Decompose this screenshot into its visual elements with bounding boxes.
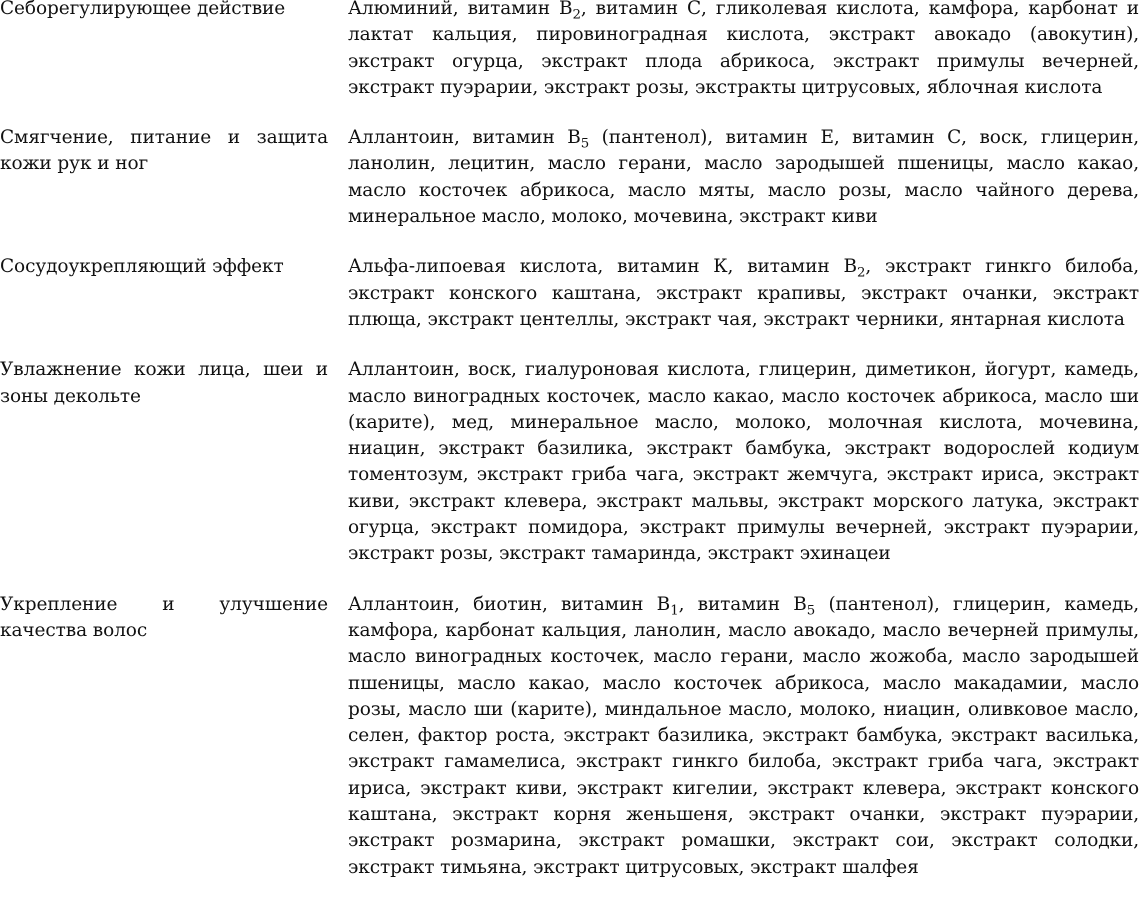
effect-cell: Себорегулирующее действие bbox=[0, 0, 286, 19]
table-row bbox=[0, 125, 1139, 230]
effect-cell: Сосудоукрепляющий эффект bbox=[0, 256, 284, 278]
ingredients-cell: Аллантоин, биотин, витамин $В_1$, витамин $В_5$ (пантенол), глицерин, камедь, камфора, карбонат кальция, ланолин, масло авокадо, масло вечерней примулы, масло виноградных косточек, масло герани, масло жожоба, масло зародышей пшеницы, масло какао, масло косточек абрикоса, масло макадамии, масло розы, масло ши (карите), миндальное масло, молоко, ниацин, оливковое масло, селен, фактор роста, экстракт базилика, экстракт бамбука, экстракт василька, экстракт гамамелиса, экстракт гинкго билоба, экстракт гриба чага, экстракт ириса, экстракт киви, экстракт кигелии, экстракт клевера, экстракт конского каштана, экстракт корня женьшеня, экстракт очанки, экстракт пуэрарии, экстракт розмарина, экстракт ромашки, экстракт сои, экстракт солодки, экстракт тимьяна, экстракт цитрусовых, экстракт шалфея bbox=[348, 593, 1139, 878]
table-row bbox=[0, 592, 1139, 881]
ingredients-cell: Аллантоин, витамин $В_5$ (пантенол), витамин Е, витамин С, воск, глицерин, ланолин, лецитин, масло герани, масло зародышей пшеницы, масло какао, масло косточек абрикоса, масло мяты, масло розы, масло чайного дерева, минеральное масло, молоко, мочевина, экстракт киви bbox=[348, 127, 1139, 228]
ingredients-cell: Альфа-липоевая кислота, витамин К, витамин $В_2$, экстракт гинкго билоба, экстракт конского каштана, экстракт крапивы, экстракт очанки, экстракт плюща, экстракт центеллы, экстракт чая, экстракт черники, янтарная кислота bbox=[348, 256, 1139, 330]
effect-cell: Укрепление и улучшение качества волос bbox=[0, 593, 328, 641]
table-row bbox=[0, 0, 1139, 101]
table-row bbox=[0, 254, 1139, 333]
effect-cell: Смягчение, питание и защита кожи рук и ног bbox=[0, 127, 328, 175]
table-row bbox=[0, 357, 1139, 567]
effect-cell: Увлажнение кожи лица, шеи и зоны декольте bbox=[0, 359, 328, 407]
ingredients-cell: Аллантоин, воск, гиалуроновая кислота, глицерин, диметикон, йогурт, камедь, масло виноградных косточек, масло какао, масло косточек абрикоса, масло ши (карите), мед, минеральное масло, молоко, молочная кислота, мочевина, ниацин, экстракт базилика, экстракт бамбука, экстракт водорослей кодиум томентозум, экстракт гриба чага, экстракт жемчуга, экстракт ириса, экстракт киви, экстракт клевера, экстракт мальвы, экстракт морского латука, экстракт огурца, экстракт помидора, экстракт примулы вечерней, экстракт пуэрарии, экстракт розы, экстракт тамаринда, экстракт эхинацеи bbox=[348, 359, 1139, 565]
ingredients-cell: Алюминий, витамин $B_2$, витамин С, гликолевая кислота, камфора, карбонат и лактат кальция, пировиноградная кислота, экстракт авокадо (авокутин), экстракт огурца, экстракт плода абрикоса, экстракт примулы вечерней, экстракт пуэрарии, экстракт розы, экстракты цитрусовых, яблочная кислота bbox=[348, 0, 1139, 98]
